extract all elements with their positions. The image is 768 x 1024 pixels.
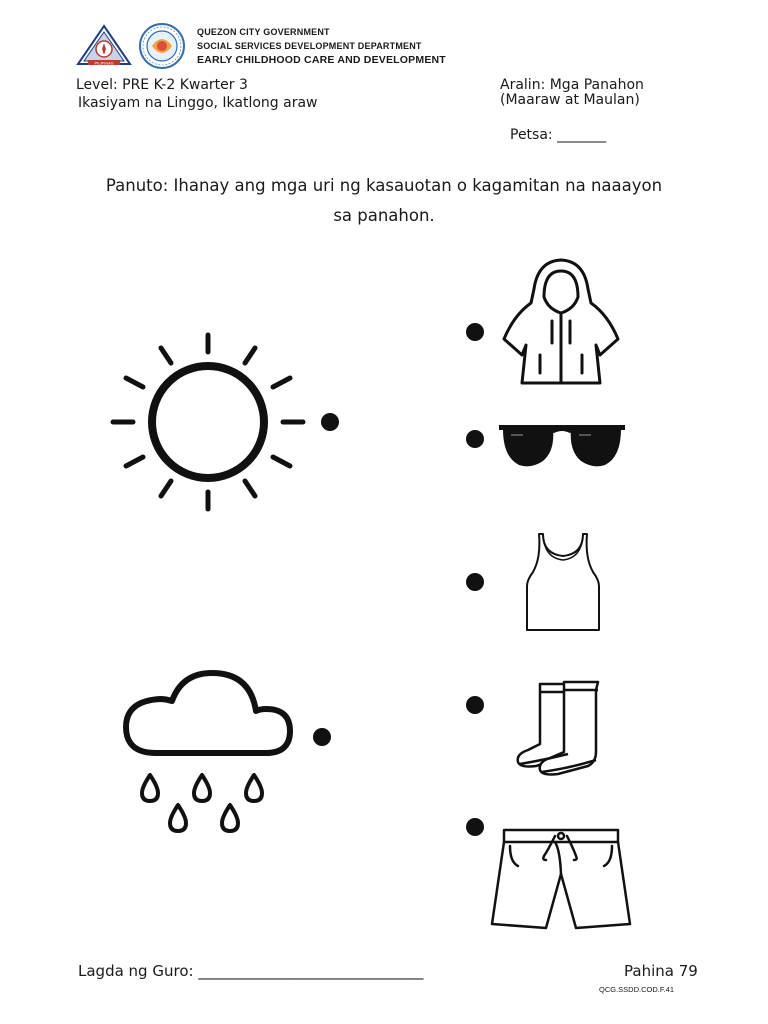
shorts-match-dot[interactable] xyxy=(466,818,484,836)
date-field: Petsa: _______ xyxy=(510,127,607,143)
raincoat-match-dot[interactable] xyxy=(466,323,484,341)
sunglasses-match-dot[interactable] xyxy=(466,430,484,448)
lesson-sub-label: (Maaraw at Maulan) xyxy=(500,92,640,108)
rain-boots-match-dot[interactable] xyxy=(466,696,484,714)
instructions-line-2: sa panahon. xyxy=(333,206,435,225)
org-line-3: EARLY CHILDHOOD CARE AND DEVELOPMENT xyxy=(197,54,446,66)
instructions-line-1: Panuto: Ihanay ang mga uri ng kasauotan o kagamitan na naaayon xyxy=(105,176,663,195)
raincoat-icon xyxy=(500,257,622,387)
level-label: Level: PRE K-2 Kwarter 3 xyxy=(76,77,248,93)
qc-seal-logo xyxy=(76,24,132,68)
shorts-icon xyxy=(488,826,634,930)
rain-match-dot[interactable] xyxy=(313,728,331,746)
tank-top-match-dot[interactable] xyxy=(466,573,484,591)
seal-left-text: PILIPINAS xyxy=(94,60,114,66)
ssdd-seal-logo xyxy=(138,22,186,70)
sunglasses-icon xyxy=(497,421,627,471)
rain-cloud-icon xyxy=(120,665,296,835)
teacher-signature-line: Lagda ng Guro: ______________________________ xyxy=(78,962,424,980)
sun-icon xyxy=(108,330,308,515)
page-number: Pahina 79 xyxy=(624,962,698,980)
tank-top-icon xyxy=(523,532,603,632)
week-day-label: Ikasiyam na Linggo, Ikatlong araw xyxy=(78,95,318,111)
org-line-2: SOCIAL SERVICES DEVELOPMENT DEPARTMENT xyxy=(197,41,422,51)
header xyxy=(76,22,496,70)
instructions xyxy=(40,171,728,231)
lesson-label: Aralin: Mga Panahon xyxy=(500,77,644,93)
rain-boots-icon xyxy=(514,678,604,778)
form-code: QCG.SSDD.COD.F.41 xyxy=(599,985,675,994)
org-line-1: QUEZON CITY GOVERNMENT xyxy=(197,27,330,37)
sun-match-dot[interactable] xyxy=(321,413,339,431)
